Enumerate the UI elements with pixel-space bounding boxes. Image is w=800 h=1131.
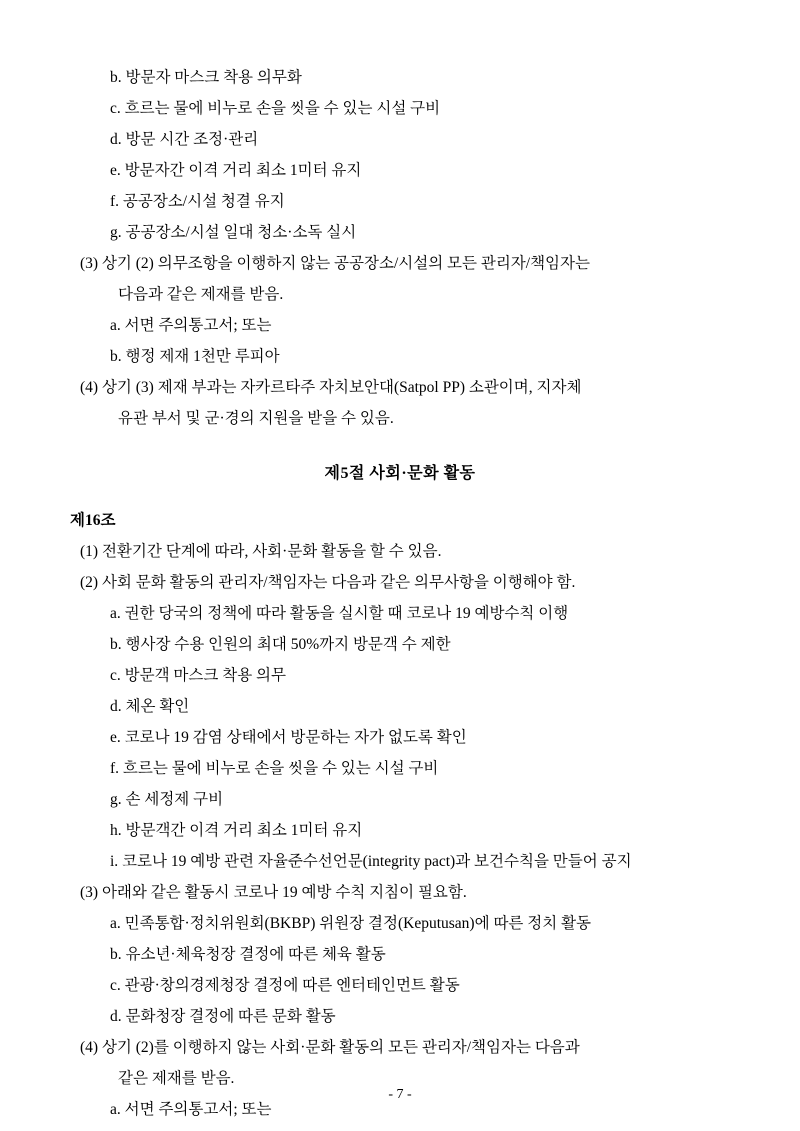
- document-body: [70, 62, 730, 1125]
- lettered-item: c. 흐르는 물에 비누로 손을 씻을 수 있는 시설 구비: [110, 100, 441, 117]
- clause-continuation: 같은 제재를 받음.: [118, 1070, 235, 1087]
- clause-continuation: 다음과 같은 제재를 받음.: [118, 286, 284, 303]
- article-heading: 제16조: [70, 512, 116, 529]
- clause-continuation: 유관 부서 및 군·경의 지원을 받을 수 있음.: [118, 410, 394, 427]
- lettered-item: e. 방문자간 이격 거리 최소 1미터 유지: [110, 162, 362, 179]
- lettered-item: a. 권한 당국의 정책에 따라 활동을 실시할 때 코로나 19 예방수칙 이행: [110, 605, 569, 622]
- lettered-item: a. 서면 주의통고서; 또는: [110, 1101, 272, 1118]
- lettered-item: d. 방문 시간 조정·관리: [110, 131, 259, 148]
- lettered-item: a. 서면 주의통고서; 또는: [110, 317, 272, 334]
- lettered-item: e. 코로나 19 감염 상태에서 방문하는 자가 없도록 확인: [110, 729, 467, 746]
- numbered-clause: (3) 아래와 같은 활동시 코로나 19 예방 수칙 지침이 필요함.: [80, 884, 467, 901]
- section-heading: 제5절 사회·문화 활동: [324, 465, 476, 482]
- lettered-item: f. 흐르는 물에 비누로 손을 씻을 수 있는 시설 구비: [110, 760, 439, 777]
- numbered-clause: (4) 상기 (2)를 이행하지 않는 사회·문화 활동의 모든 관리자/책임자는 다음과: [80, 1039, 580, 1056]
- page-number: - 7 -: [388, 1087, 412, 1102]
- lettered-item: d. 체온 확인: [110, 698, 190, 715]
- lettered-item: c. 관광·창의경제청장 결정에 따른 엔터테인먼트 활동: [110, 977, 460, 994]
- numbered-clause: (1) 전환기간 단계에 따라, 사회·문화 활동을 할 수 있음.: [80, 543, 442, 560]
- numbered-clause: (4) 상기 (3) 제재 부과는 자카르타주 자치보안대(Satpol PP) 소관이며, 지자체: [80, 379, 582, 396]
- numbered-clause: (3) 상기 (2) 의무조항을 이행하지 않는 공공장소/시설의 모든 관리자/책임자는: [80, 255, 590, 272]
- numbered-clause: (2) 사회 문화 활동의 관리자/책임자는 다음과 같은 의무사항을 이행해야 함.: [80, 574, 576, 591]
- lettered-item: a. 민족통합·정치위원회(BKBP) 위원장 결정(Keputusan)에 따른 정치 활동: [110, 915, 592, 932]
- lettered-item: b. 행사장 수용 인원의 최대 50%까지 방문객 수 제한: [110, 636, 451, 653]
- lettered-item: i. 코로나 19 예방 관련 자율준수선언문(integrity pact)과 보건수칙을 만들어 공지: [110, 853, 632, 870]
- lettered-item: f. 공공장소/시설 청결 유지: [110, 193, 285, 210]
- lettered-item: b. 행정 제재 1천만 루피아: [110, 348, 280, 365]
- lettered-item: b. 방문자 마스크 착용 의무화: [110, 69, 302, 86]
- lettered-item: g. 공공장소/시설 일대 청소·소독 실시: [110, 224, 357, 241]
- lettered-item: g. 손 세정제 구비: [110, 791, 224, 808]
- lettered-item: b. 유소년·체육청장 결정에 따른 체육 활동: [110, 946, 386, 963]
- lettered-item: h. 방문객간 이격 거리 최소 1미터 유지: [110, 822, 363, 839]
- lettered-item: c. 방문객 마스크 착용 의무: [110, 667, 286, 684]
- lettered-item: d. 문화청장 결정에 따른 문화 활동: [110, 1008, 336, 1025]
